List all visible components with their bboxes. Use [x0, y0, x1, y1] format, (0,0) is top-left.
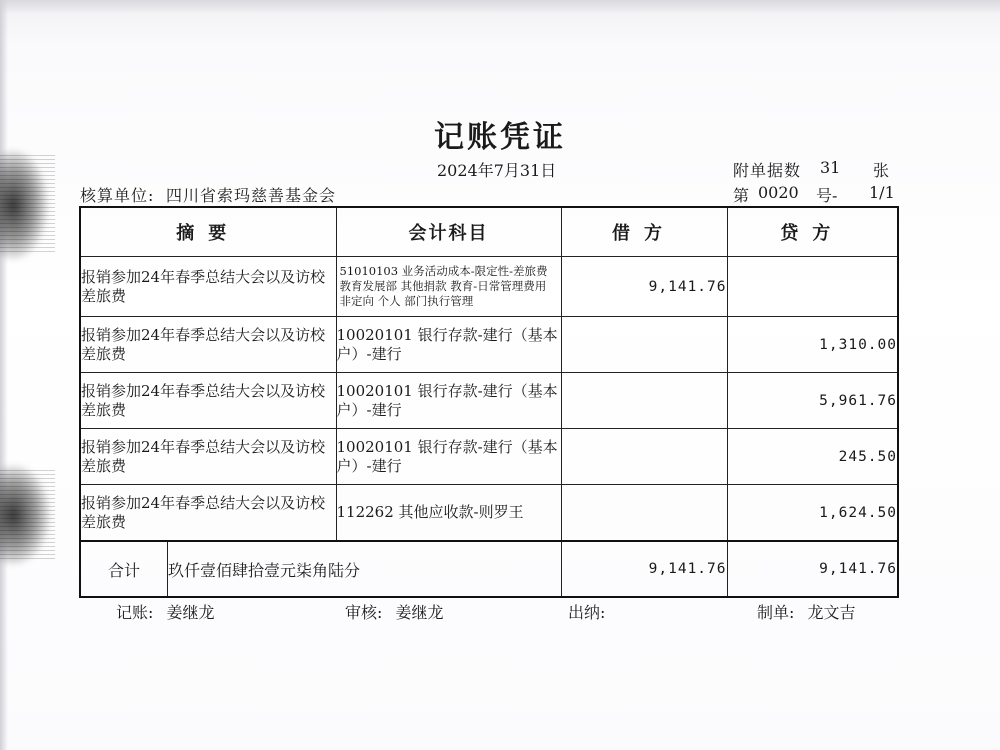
preparer-label: 制单: [757, 603, 795, 622]
voucher-table [79, 206, 899, 598]
total-credit: 9,141.76 [727, 541, 898, 597]
footer-cashier [568, 600, 619, 623]
row-credit [727, 257, 898, 317]
attachments-unit: 张 [873, 161, 890, 180]
row-subject: 51010103 业务活动成本-限定性-差旅费 教育发展部 其他捐款 教育-日常管理费用 非定向 个人 部门执行管理 [336, 257, 561, 317]
row-summary: 报销参加24年春季总结大会以及访校差旅费 [80, 485, 336, 542]
total-amount-in-words: 玖仟壹佰肆拾壹元柒角陆分 [168, 560, 361, 580]
row-credit: 5,961.76 [727, 373, 898, 429]
row-subject: 112262 其他应收款-则罗王 [336, 485, 561, 542]
total-row [80, 541, 898, 597]
row-debit [561, 485, 727, 542]
table-row [80, 429, 898, 485]
header-summary: 摘要 [80, 207, 336, 257]
total-debit: 9,141.76 [561, 541, 727, 597]
voucher-number-suffix: 号- [816, 186, 838, 205]
row-summary: 报销参加24年春季总结大会以及访校差旅费 [80, 373, 336, 429]
row-credit: 245.50 [727, 429, 898, 485]
total-label: 合计 [81, 542, 168, 596]
voucher-number-prefix: 第 [733, 186, 750, 205]
attachments-count: 31 [820, 158, 841, 177]
table-row [80, 317, 898, 373]
cashier-label: 出纳: [568, 603, 606, 622]
attachments-label: 附单据数 [733, 161, 802, 180]
total-cell [80, 541, 561, 597]
voucher-date: 2024年7月31日 [437, 161, 557, 180]
row-debit [561, 373, 727, 429]
row-subject: 10020101 银行存款-建行（基本户）-建行 [336, 373, 561, 429]
header-credit: 贷方 [727, 207, 898, 257]
reviewer-label: 审核: [345, 603, 383, 622]
scan-noise-upper [0, 155, 55, 255]
table-row [80, 373, 898, 429]
scan-noise-lower [0, 470, 55, 560]
header-subject: 会计科目 [336, 207, 561, 257]
reviewer-name: 姜继龙 [395, 603, 444, 622]
table-row [80, 485, 898, 542]
row-summary: 报销参加24年春季总结大会以及访校差旅费 [80, 317, 336, 373]
bookkeeper-name: 姜继龙 [166, 603, 215, 622]
row-summary: 报销参加24年春季总结大会以及访校差旅费 [80, 257, 336, 317]
scan-edge-top [0, 0, 1000, 14]
voucher-page: 1/1 [869, 183, 895, 202]
header-debit: 借方 [561, 207, 727, 257]
footer-reviewer [345, 600, 444, 623]
row-credit: 1,310.00 [727, 317, 898, 373]
org-name: 四川省索玛慈善基金会 [166, 186, 337, 205]
row-debit: 9,141.76 [561, 257, 727, 317]
footer-preparer [757, 600, 856, 623]
row-summary: 报销参加24年春季总结大会以及访校差旅费 [80, 429, 336, 485]
row-subject: 10020101 银行存款-建行（基本户）-建行 [336, 317, 561, 373]
table-row [80, 257, 898, 317]
row-credit: 1,624.50 [727, 485, 898, 542]
preparer-name: 龙文吉 [807, 603, 856, 622]
row-debit [561, 317, 727, 373]
voucher-title: 记账凭证 [434, 120, 566, 155]
table-header-row [80, 207, 898, 257]
voucher-number: 0020 [758, 183, 799, 202]
org-label: 核算单位: [80, 186, 155, 205]
row-debit [561, 429, 727, 485]
footer-bookkeeper [116, 600, 215, 623]
row-subject: 10020101 银行存款-建行（基本户）-建行 [336, 429, 561, 485]
bookkeeper-label: 记账: [116, 603, 154, 622]
